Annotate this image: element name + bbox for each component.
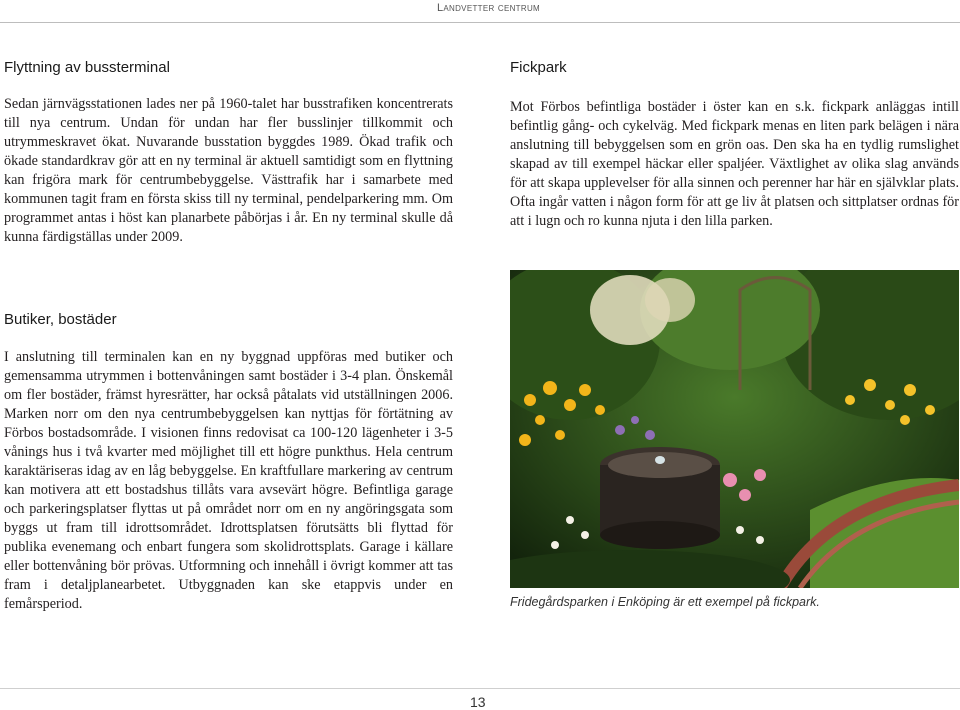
section-body-butiker: I anslutning till terminalen kan en ny byggnad uppföras med butiker och gemensamma utrymmen i bottenvåningen samt bostäder i 3-4 plan. Önskemål om fler bostäder, främst hyresrätter, har också påtalats vid utställningen 2006. Marken norr om den nya centrumbebyggelsen kan nyttjas för förtätning av Förbos bostadsområde. I visionen finns redovisat ca 100-120 lägenheter i 3-5 vånings hus i två kvarter med möjlighet till ett högre punkthus. Hela centrum karaktäriseras idag av en låg bebyggelse. En kraftfullare markering av centrum kan motivera att ett bostadshus tillåts vara avsevärt högre. Befintliga garage och parkeringsplatser flyttas ut på området norr om en ny angöringsgata som byggs ut fram till idrottsområdet. Idrottsplatsen förutsätts bli flyttad för publika evenemang och enbart fungera som skolidrottsplats. Garage i källare eller bottenvåning bör prövas. Utformning och innehåll i övrigt kommer att tas fram i detaljplanearbetet. Utbyggnaden kan ske etappvis under en femårsperiod. bbox=[4, 349, 453, 612]
page-number: 13 bbox=[470, 694, 486, 710]
photo-caption: Fridegårdsparken i Enköping är ett exempel på fickpark. bbox=[510, 595, 820, 609]
section-body-fickpark: Mot Förbos befintliga bostäder i öster kan en s.k. fickpark anläggas intill befintlig gång- och cykelväg. Med fickpark menas en liten park belägen i nära anslutning till bebyggelsen som en grön oas. Den ska ha en tydlig rumslighet skapad av till exempel häckar eller spaljéer. Växtlighet av olika slag används för att skapa upplevelser för alla sinnen och perenner har här en självklar plats. Ofta ingår vatten i någon form för att ge liv åt platsen och sittplatser ordnas för att i lugn och ro kunna njuta i den lilla parken. bbox=[510, 99, 959, 229]
section-heading-butiker: Butiker, bostäder bbox=[4, 311, 117, 328]
page-header bbox=[0, 0, 960, 24]
section-body-flyttning: Sedan järnvägsstationen lades ner på 1960-talet har busstrafiken koncentrerats till nya centrum. Undan för undan har fler busslinjer tillkommit och utrymmeskravet ökat. Nuvarande busstation byggdes 1989. Ökad trafik och ökade standardkrav gör att en ny terminal är aktuell samtidigt som en flyttning kan frigöra mark för centrumbebyggelse. Västtrafik har i samarbete med kommunen tagit fram en första skiss till ny terminal, pendelparkering mm. Om programmet antas i höst kan planarbete påbörjas i år. En ny terminal skulle då kunna färdigställas under 2009. bbox=[4, 96, 453, 245]
section-heading-flyttning: Flyttning av bussterminal bbox=[4, 59, 170, 76]
garden-photo bbox=[510, 270, 959, 588]
running-title: Landvetter centrum bbox=[436, 2, 540, 14]
header-divider bbox=[0, 22, 960, 23]
footer-divider bbox=[0, 688, 960, 689]
section-heading-fickpark: Fickpark bbox=[510, 59, 567, 76]
